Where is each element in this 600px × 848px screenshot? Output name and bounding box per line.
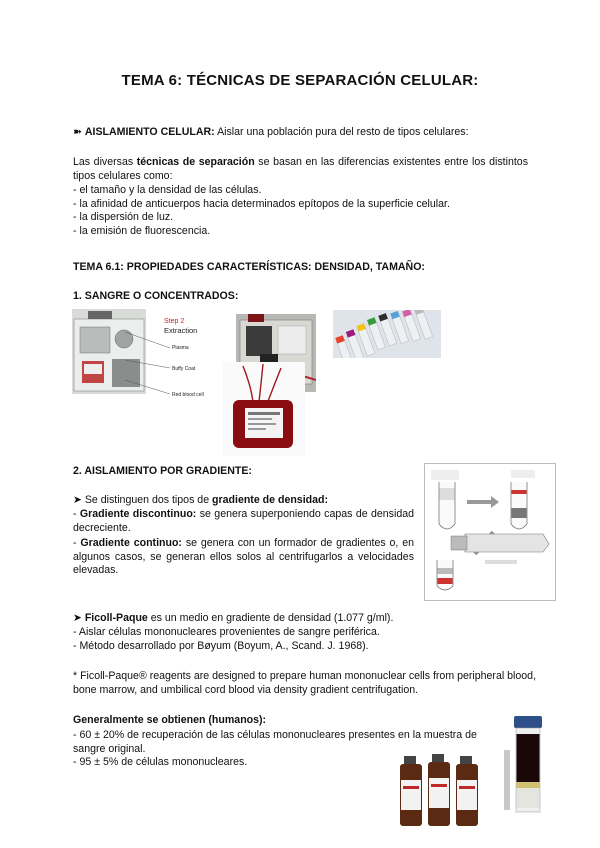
list-item: - 60 ± 20% de recuperación de las células mononucleares presentes en la muestra de sangre original.: [73, 729, 477, 755]
gradient-diagram-illustration: [425, 464, 555, 600]
list-item: - la emisión de fluorescencia.: [73, 224, 211, 237]
discontinuo-text: se genera superponiendo capas de densidad decreciente.: [73, 508, 414, 534]
gradient-diagram: [424, 463, 556, 601]
criteria-list: [73, 184, 533, 238]
ficoll-text: es un medio en gradiente de densidad (1.077 g/ml).: [147, 612, 394, 624]
gradient-continuo: [73, 537, 414, 578]
intro-text-post: se basan en las diferencias existentes entre los distintos tipos celulares como:: [73, 156, 528, 182]
section-heading-1: 1. SANGRE O CONCENTRADOS:: [73, 290, 239, 302]
ficoll-bold: Ficoll-Paque: [84, 612, 148, 624]
tube-illustration: [500, 714, 556, 824]
buffy-coat-label: Buffy Coat: [172, 366, 196, 372]
ficoll-tube-photo: [500, 714, 556, 824]
list-item: - la dispersión de luz.: [73, 211, 174, 224]
page-title: TEMA 6: TÉCNICAS DE SEPARACIÓN CELULAR:: [121, 72, 479, 89]
label-leader-lines: [120, 330, 175, 402]
dash: -: [73, 537, 81, 549]
continuo-bold: Gradiente continuo:: [80, 537, 182, 549]
list-item: - Método desarrollado por Bøyum (Boyum, A., Scand. J. 1968).: [73, 639, 369, 652]
list-item: - la afinidad de anticuerpos hacia determinados epítopos de la superficie celular.: [73, 197, 450, 210]
aislamiento-heading: AISLAMIENTO CELULAR:: [84, 126, 215, 138]
red-blood-cell-label: Red blood cell: [172, 392, 204, 398]
continuo-text: se genera con un formador de gradientes o, en algunos casos, se generan ellos solos al centrifugarlos a velocidades elevadas.: [73, 537, 414, 577]
tubes-illustration: [333, 310, 441, 358]
ficoll-line: [73, 612, 533, 626]
aislamiento-text: Aislar una población pura del resto de tipos celulares:: [217, 126, 469, 138]
intro-text-bold: técnicas de separación: [136, 156, 255, 168]
arrow-marker-icon: ➽: [73, 126, 82, 138]
list-item: - Aislar células mononucleares provenientes de sangre periférica.: [73, 626, 380, 638]
intro-text-pre: Las diversas: [73, 156, 137, 168]
section-heading-2: 2. AISLAMIENTO POR GRADIENTE:: [73, 465, 252, 477]
extraction-label: Extraction: [164, 326, 198, 335]
step-label: Step 2: [164, 318, 185, 325]
blood-tubes-photo: [333, 310, 441, 358]
intro-paragraph: [73, 156, 528, 183]
dash: -: [73, 508, 80, 520]
gradient-intro-text: ➤ Se distinguen dos tipos de: [73, 494, 213, 506]
results-heading: Generalmente se obtienen (humanos):: [73, 714, 267, 726]
blood-bags-illustration: [223, 362, 305, 456]
arrow-icon: ➤: [73, 612, 85, 624]
list-item: - 95 ± 5% de células mononucleares.: [73, 756, 248, 769]
list-item: - el tamaño y la densidad de las células.: [73, 184, 262, 196]
gradient-discontinuo: [73, 508, 414, 535]
gradient-intro-bold: gradiente de densidad:: [212, 494, 329, 506]
ficoll-note: * Ficoll-Paque® reagents are designed to prepare human mononuclear cells from peripheral blood, bone marrow, and umbilical cord blood via density gradient centrifugation.: [73, 670, 537, 696]
aislamiento-line: [73, 126, 533, 140]
blood-bags-photo: [223, 362, 305, 456]
section-heading-6-1: TEMA 6.1: PROPIEDADES CARACTERÍSTICAS: DENSIDAD, TAMAÑO:: [73, 261, 425, 273]
bottles-illustration: [398, 750, 490, 830]
gradient-intro: [73, 494, 418, 508]
ficoll-bottles-photo: [398, 750, 490, 830]
plasma-label: Plasma: [172, 345, 189, 351]
ficoll-list: [73, 626, 533, 653]
discontinuo-bold: Gradiente discontinuo:: [79, 508, 197, 520]
